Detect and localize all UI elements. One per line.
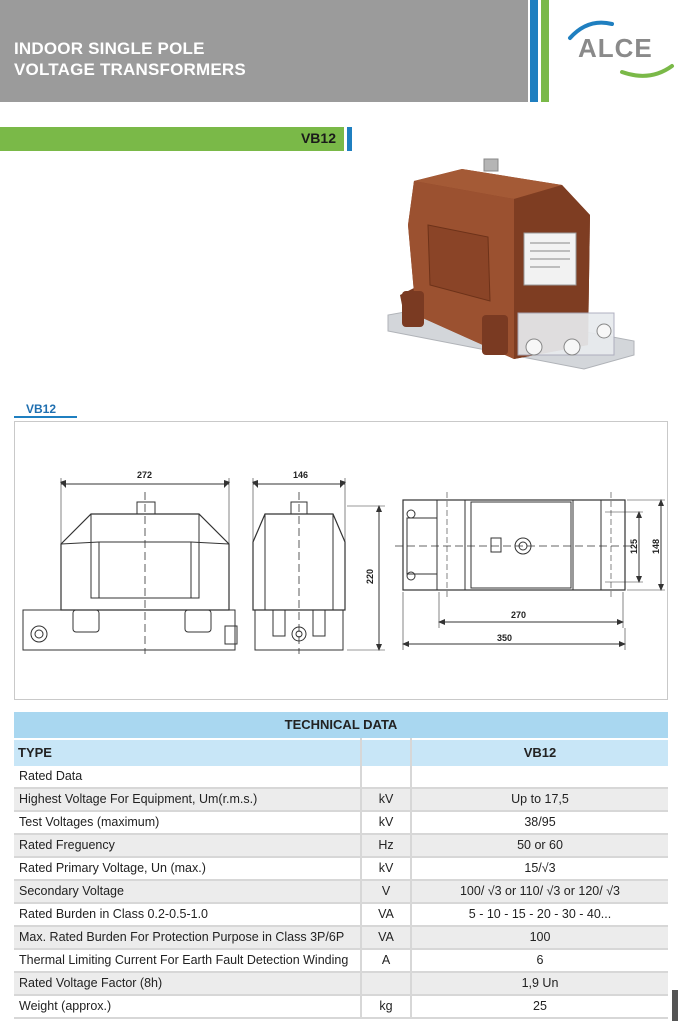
value-cell: 100 — [411, 926, 668, 949]
page-title — [14, 38, 246, 80]
unit-cell — [361, 972, 411, 995]
param-cell: Test Voltages (maximum) — [14, 811, 361, 834]
unit-cell: kV — [361, 857, 411, 880]
param-cell: Rated Burden in Class 0.2-0.5-1.0 — [14, 903, 361, 926]
table-title: TECHNICAL DATA — [14, 712, 668, 739]
unit-cell: A — [361, 949, 411, 972]
table-row — [14, 995, 668, 1018]
type-value: VB12 — [411, 739, 668, 766]
table-row — [14, 788, 668, 811]
value-cell: 100/ √3 or 110/ √3 or 120/ √3 — [411, 880, 668, 903]
drawing-label-underline — [14, 416, 77, 418]
title-line-1: INDOOR SINGLE POLE — [14, 39, 205, 58]
table-row — [14, 972, 668, 995]
table-row — [14, 857, 668, 880]
table-title-row — [14, 712, 668, 739]
model-name: VB12 — [300, 130, 336, 146]
dim-height: 220 — [365, 568, 375, 584]
header-blue-stripe — [530, 0, 538, 102]
type-unit-cell — [361, 739, 411, 766]
title-line-2: VOLTAGE TRANSFORMERS — [14, 60, 246, 79]
alce-logo — [560, 16, 678, 86]
value-cell: 5 - 10 - 15 - 20 - 30 - 40... — [411, 903, 668, 926]
param-cell: Secondary Voltage — [14, 880, 361, 903]
header-green-stripe — [541, 0, 549, 102]
table-row — [14, 949, 668, 972]
unit-cell: kg — [361, 995, 411, 1018]
technical-data-table — [14, 712, 668, 1019]
dim-side-width: 146 — [293, 470, 309, 480]
side-view — [252, 470, 385, 654]
value-cell: 15/√3 — [411, 857, 668, 880]
logo-text: ALCE — [578, 33, 653, 63]
product-photo — [384, 155, 638, 377]
value-cell: 38/95 — [411, 811, 668, 834]
type-label: TYPE — [14, 739, 361, 766]
dimension-drawing — [14, 421, 668, 700]
table-row — [14, 926, 668, 949]
param-cell: Rated Freguency — [14, 834, 361, 857]
param-cell: Weight (approx.) — [14, 995, 361, 1018]
unit-cell: kV — [361, 811, 411, 834]
unit-cell: VA — [361, 926, 411, 949]
dim-mount-spacing: 270 — [511, 610, 527, 620]
table-row — [14, 834, 668, 857]
dim-base-width: 148 — [651, 538, 661, 554]
dim-front-width: 272 — [137, 470, 153, 480]
unit-cell: V — [361, 880, 411, 903]
table-row — [14, 766, 668, 788]
header-banner — [0, 0, 528, 102]
drawing-label: VB12 — [26, 402, 57, 416]
value-cell: Up to 17,5 — [411, 788, 668, 811]
model-band — [0, 127, 344, 151]
param-cell: Rated Voltage Factor (8h) — [14, 972, 361, 995]
value-cell — [411, 766, 668, 788]
unit-cell: Hz — [361, 834, 411, 857]
table-row — [14, 903, 668, 926]
param-cell: Max. Rated Burden For Protection Purpose in Class 3P/6P — [14, 926, 361, 949]
value-cell: 1,9 Un — [411, 972, 668, 995]
value-cell: 50 or 60 — [411, 834, 668, 857]
value-cell: 6 — [411, 949, 668, 972]
param-cell: Rated Primary Voltage, Un (max.) — [14, 857, 361, 880]
table-row — [14, 811, 668, 834]
param-cell: Highest Voltage For Equipment, Um(r.m.s.) — [14, 788, 361, 811]
unit-cell: VA — [361, 903, 411, 926]
dim-mount-width: 125 — [629, 538, 639, 554]
value-cell: 25 — [411, 995, 668, 1018]
unit-cell — [361, 766, 411, 788]
table-row — [14, 880, 668, 903]
page-corner-mark — [672, 990, 678, 1021]
table-type-row — [14, 739, 668, 766]
param-cell: Thermal Limiting Current For Earth Fault Detection Winding — [14, 949, 361, 972]
param-cell: Rated Data — [14, 766, 361, 788]
top-view — [395, 492, 665, 650]
front-view — [23, 470, 237, 654]
model-band-tick — [347, 127, 352, 151]
dim-base-length: 350 — [497, 633, 513, 643]
unit-cell: kV — [361, 788, 411, 811]
